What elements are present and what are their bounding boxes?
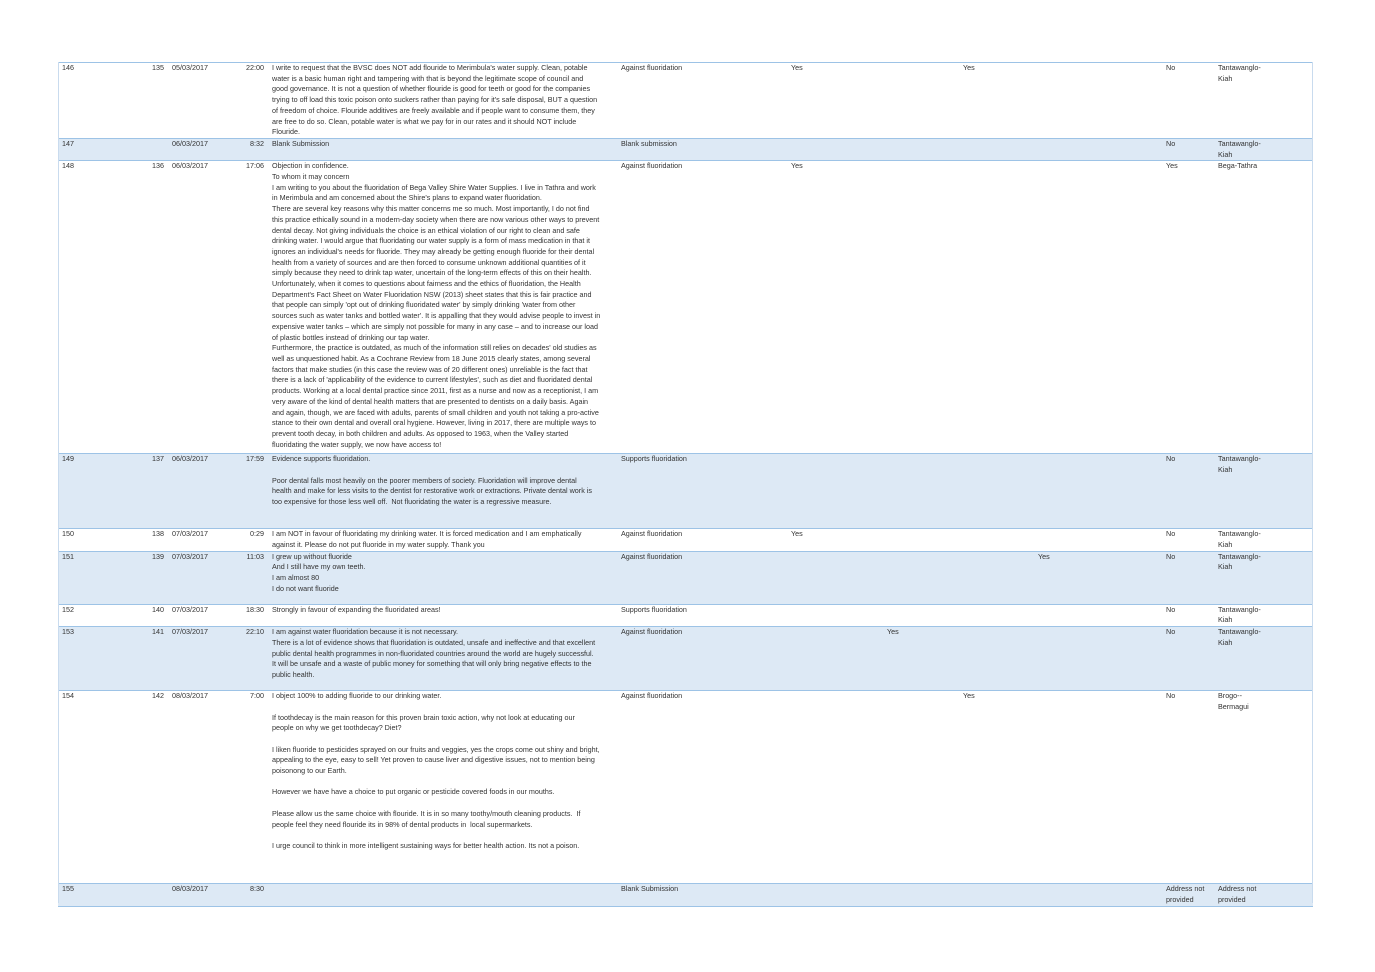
cell-option-5 (1110, 691, 1162, 884)
cell-resident: No (1162, 138, 1214, 160)
cell-stance: Against fluoridation (621, 529, 683, 539)
cell-number: 139 (118, 551, 168, 604)
cell-resident: No (1166, 691, 1176, 701)
cell-location: Address not provided (1214, 884, 1313, 906)
cell-option-5 (1110, 884, 1162, 906)
cell-comment: I am against water fluoridation because it is not necessary. There is a lot of evidence shows that fluoridation is outdated, unsafe and ineffective and that excellent public dental health programmes in non-fluoridated countries around the world are hugely successful. It will be unsafe and a waste of public money for something that will only bring negative effects to the public health. (268, 627, 617, 691)
cell-date: 05/03/2017 (172, 63, 208, 72)
cell-stance: Against fluoridation (621, 691, 683, 701)
cell-option-2 (883, 138, 959, 160)
cell-comment (268, 884, 617, 906)
cell-time: 17:06 (246, 161, 264, 171)
cell-comment: I object 100% to adding fluoride to our drinking water. If toothdecay is the main reason for this proven brain toxic action, why not look at educating our people on why we get toothdecay? Diet? I liken fluoride to pesticides sprayed on our fruits and veggies, yes the crops come out shiny and bright, appealing to the eye, easy to sell! Yet proven to cause liver and digestive issues, not to mention being poisonong to our Earth. However we have have a choice to put organic or pesticide covered foods in our mouths. Please allow us the same choice with flouride. It is in so many toothy/mouth cleaning products. If people feel they need flouride its in 98% of dental products in local supermarkets. I urge council to think in more intelligent sustaining ways for better health action. Its not a poison. (272, 691, 600, 850)
cell-time: 0:29 (250, 529, 264, 539)
cell-date: 07/03/2017 (168, 627, 230, 691)
cell-number: 135 (152, 63, 164, 72)
cell-option-3: Yes (963, 63, 975, 72)
cell-id: 155 (58, 884, 118, 906)
cell-option-3 (959, 884, 1034, 906)
cell-resident: No (1166, 604, 1176, 614)
cell-location: Tantawanglo- Kiah (1214, 138, 1313, 160)
cell-option-3 (959, 454, 1034, 529)
cell-location: Tantawanglo- Kiah (1214, 551, 1313, 604)
cell-option-5 (1110, 604, 1162, 626)
cell-id: 146 (62, 63, 74, 72)
cell-comment: I am NOT in favour of fluoridating my drinking water. It is forced medication and I am emphatically against it. Please do not put fluoride in my water supply. Thank you (272, 529, 582, 550)
cell-number (118, 884, 168, 906)
cell-option-4: Yes (1034, 551, 1110, 604)
cell-option-3 (959, 627, 1034, 691)
cell-option-4 (1034, 138, 1110, 160)
cell-id: 150 (62, 529, 74, 539)
cell-number: 141 (118, 627, 168, 691)
cell-stance: Supports fluoridation (621, 604, 687, 614)
cell-time: 22:10 (230, 627, 268, 691)
cell-option-4 (1034, 627, 1110, 691)
cell-option-2 (883, 884, 959, 906)
cell-resident: No (1166, 529, 1176, 539)
cell-date: 07/03/2017 (172, 604, 208, 614)
cell-id: 151 (58, 551, 118, 604)
cell-resident: Address not provided (1162, 884, 1214, 906)
cell-option-2 (883, 161, 959, 454)
table-row (58, 454, 1313, 529)
table-row (58, 691, 1313, 884)
cell-time: 22:00 (246, 63, 264, 72)
cell-option-5 (1110, 63, 1162, 139)
cell-id: 147 (58, 138, 118, 160)
submissions-table (58, 62, 1313, 907)
cell-number: 136 (152, 161, 164, 171)
cell-option-4 (1034, 691, 1110, 884)
cell-stance: Blank Submission (617, 884, 787, 906)
table-row (58, 627, 1313, 691)
cell-option-5 (1110, 627, 1162, 691)
table-row (58, 161, 1313, 454)
cell-number: 138 (152, 529, 164, 539)
cell-resident: No (1166, 63, 1176, 72)
cell-date: 07/03/2017 (168, 551, 230, 604)
table-row (58, 884, 1313, 906)
cell-stance: Supports fluoridation (617, 454, 787, 529)
cell-time: 8:30 (230, 884, 268, 906)
cell-date: 07/03/2017 (172, 529, 208, 539)
cell-option-3 (959, 529, 1034, 551)
cell-option-4 (1034, 454, 1110, 529)
cell-date: 06/03/2017 (168, 454, 230, 529)
cell-resident: No (1162, 454, 1214, 529)
cell-number (118, 138, 168, 160)
cell-resident: Yes (1166, 161, 1178, 171)
cell-date: 08/03/2017 (172, 691, 208, 701)
cell-option-1 (787, 884, 883, 906)
cell-time: 7:00 (250, 691, 264, 701)
cell-option-1: Yes (791, 63, 803, 72)
cell-number: 140 (152, 604, 164, 614)
cell-option-5 (1110, 529, 1162, 551)
cell-location: Tantawanglo- Kiah (1218, 63, 1261, 83)
cell-stance: Against fluoridation (621, 63, 683, 72)
cell-location: Tantawanglo- Kiah (1218, 529, 1261, 550)
cell-option-1 (787, 627, 883, 691)
cell-option-1 (787, 551, 883, 604)
cell-option-3 (959, 551, 1034, 604)
cell-option-4 (1034, 161, 1110, 454)
cell-option-4 (1034, 529, 1110, 551)
cell-date: 08/03/2017 (168, 884, 230, 906)
cell-stance: Against fluoridation (621, 161, 683, 171)
cell-option-1: Yes (791, 529, 803, 539)
cell-option-1 (787, 454, 883, 529)
cell-time: 11:03 (230, 551, 268, 604)
cell-id: 152 (62, 604, 74, 614)
cell-comment: I write to request that the BVSC does NOT add flouride to Merimbula's water supply. Clean, potable water is a basic human right and tampering with that is beyond the legitimate scope of council and good governance. It is not a question of whether flouride is good for teeth or good for the companies trying to off load this toxic poison onto suckers rather than paying for it's safe disposal, BUT a question of freedom of choice. Flouride additives are freely available and if people want to consume them, they are free to do so. Clean, potable water is what we pay for in our rates and it should NOT include Flouride. (272, 63, 598, 137)
cell-option-2 (883, 529, 959, 551)
cell-id: 148 (62, 161, 74, 171)
table-row (58, 604, 1313, 626)
cell-stance: Against fluoridation (617, 627, 787, 691)
cell-option-2: Yes (883, 627, 959, 691)
table-row (58, 551, 1313, 604)
cell-location: Brogo-- Bermagui (1218, 691, 1249, 711)
cell-time: 18:30 (246, 604, 264, 614)
cell-location: Tantawanglo- Kiah (1218, 604, 1261, 625)
cell-id: 153 (58, 627, 118, 691)
table-row (58, 529, 1313, 551)
table-row (58, 138, 1313, 160)
cell-id: 149 (58, 454, 118, 529)
cell-resident: No (1162, 627, 1214, 691)
cell-option-4 (1034, 63, 1110, 139)
cell-comment: Objection in confidence. To whom it may concern I am writing to you about the fluoridation of Bega Valley Shire Water Supplies. I live in Tathra and work in Merimbula and am concerned about the Shire's plans to expand water fluoridation. There are several key reasons why this matter concerns me so much. Most importantly, I do not find this practice ethically sound in a modern-day society when there are now various other ways to prevent dental decay. Not giving individuals the choice is an ethical violation of our right to clean and safe drinking water. I would argue that fluoridating our water supply is a form of mass medication in that it ignores an individual's needs for fluoride. They may already be getting enough fluoride for their dental health from a variety of sources and are then forced to consume unknown additional quantities of it simply because they need to drink tap water, uncertain of the long-term effects of this on their health. Unfortunately, when it comes to questions about fairness and the ethics of fluoridation, the Health Department's Fact Sheet on Water Fluoridation NSW (2013) sheet states that this is fair practice and that people can simply 'opt out of drinking fluoridated water' by simply drinking 'water from other sources such as water tanks and bottled water'. It is appalling that they would advise people to invest in expensive water tanks – which are simply not possible for many in any case – and to increase our load of plastic bottles instead of drinking our tap water. Furthermore, the practice is outdated, as much of the information still relies on decades' old studies as well as unquestioned habit. As a Cochrane Review from 18 June 2015 clearly states, among several factors that make studies (in this case the review was of 20 different ones) unreliable is the fact that there is a lack of 'applicability of the evidence to current lifestyles', such as diet and fluoridated dental products. Working at a local dental practice since 2011, first as a nurse and now as a receptionist, I am very aware of the kind of dental health matters that are presented to dentists on a daily basis. Again and again, though, we are faced with adults, parents of small children and youth not taking a pro-active stance to their own dental and overall oral hygiene. However, living in 2017, there are multiple ways to prevent tooth decay, in both children and adults. As opposed to 1963, when the Valley started fluoridating the water supply, we now have access to! (272, 161, 601, 449)
cell-time: 17:59 (230, 454, 268, 529)
cell-option-2 (883, 63, 959, 139)
cell-option-2 (883, 604, 959, 626)
cell-option-3 (959, 161, 1034, 454)
cell-stance: Blank submission (617, 138, 787, 160)
cell-option-4 (1034, 884, 1110, 906)
cell-stance: Against fluoridation (617, 551, 787, 604)
cell-time: 8:32 (230, 138, 268, 160)
cell-option-1 (787, 691, 883, 884)
cell-option-2 (883, 691, 959, 884)
cell-option-1: Yes (791, 161, 803, 171)
cell-date: 06/03/2017 (172, 161, 208, 171)
cell-option-1 (787, 604, 883, 626)
cell-option-2 (883, 454, 959, 529)
cell-number: 142 (152, 691, 164, 701)
cell-location: Tantawanglo- Kiah (1214, 627, 1313, 691)
cell-comment: Blank Submission (268, 138, 617, 160)
table-row (58, 63, 1313, 139)
cell-date: 06/03/2017 (168, 138, 230, 160)
cell-option-3 (959, 138, 1034, 160)
cell-option-5 (1110, 551, 1162, 604)
cell-location: Tantawanglo- Kiah (1214, 454, 1313, 529)
cell-comment: Strongly in favour of expanding the fluoridated areas! (272, 604, 441, 614)
cell-option-2 (883, 551, 959, 604)
cell-option-5 (1110, 138, 1162, 160)
cell-option-3: Yes (963, 691, 975, 701)
cell-location: Bega-Tathra (1218, 161, 1258, 171)
cell-comment: I grew up without fluoride And I still have my own teeth. I am almost 80 I do not want fluoride (268, 551, 617, 604)
cell-comment: Evidence supports fluoridation. Poor dental falls most heavily on the poorer members of society. Fluoridation will improve dental health and make for less visits to the dentist for restorative work or extractions. Private dental work is too expensive for those less well off. Not fluoridating the water is a regressive measure. (268, 454, 617, 529)
cell-option-5 (1110, 454, 1162, 529)
cell-option-4 (1034, 604, 1110, 626)
cell-option-3 (959, 604, 1034, 626)
cell-option-5 (1110, 161, 1162, 454)
cell-resident: No (1162, 551, 1214, 604)
cell-option-1 (787, 138, 883, 160)
cell-id: 154 (62, 691, 74, 701)
cell-number: 137 (118, 454, 168, 529)
